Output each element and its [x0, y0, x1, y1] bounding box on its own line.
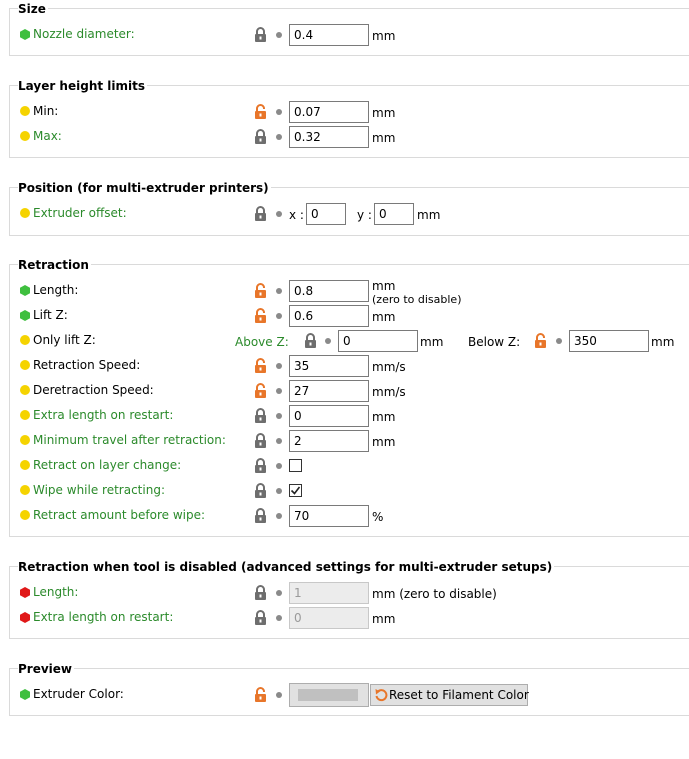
lock-closed-icon[interactable] — [254, 129, 267, 144]
advanced-mode-icon — [20, 208, 30, 218]
min-label: Min: — [33, 104, 59, 118]
retraction-speed-label: Retraction Speed: — [33, 358, 141, 372]
system-value-dot-icon[interactable] — [276, 590, 282, 596]
max-layer-row — [0, 126, 689, 148]
disabled-extra-length-input[interactable]: 0 — [289, 607, 369, 629]
retract-before-wipe-row — [0, 505, 689, 527]
lock-closed-icon[interactable] — [254, 483, 267, 498]
only-lift-z-label: Only lift Z: — [33, 333, 96, 347]
above-z-label: Above Z: — [235, 335, 289, 349]
retract-layer-change-checkbox[interactable] — [289, 459, 302, 472]
below-z-label: Below Z: — [468, 335, 521, 349]
reset-filament-color-label: Reset to Filament Color — [389, 688, 529, 702]
simple-mode-icon — [20, 689, 30, 700]
lock-closed-icon[interactable] — [254, 27, 267, 42]
extruder-offset-row — [0, 203, 689, 225]
retraction-speed-input[interactable]: 35 — [289, 355, 369, 377]
system-value-dot-icon[interactable] — [276, 413, 282, 419]
y-label: y : — [357, 208, 372, 222]
lock-closed-icon[interactable] — [254, 585, 267, 600]
retract-before-wipe-unit: % — [372, 510, 384, 524]
system-value-dot-icon[interactable] — [276, 463, 282, 469]
min-layer-input[interactable]: 0.07 — [289, 101, 369, 123]
lock-open-icon[interactable] — [254, 283, 267, 298]
system-value-dot-icon[interactable] — [276, 513, 282, 519]
nozzle-diameter-row — [0, 24, 689, 46]
tool-disabled-title: Retraction when tool is disabled (advanced settings for multi-extruder setups) — [18, 560, 553, 574]
lock-closed-icon[interactable] — [254, 408, 267, 423]
length-row — [0, 279, 689, 306]
offset-unit: mm — [417, 208, 441, 222]
checkmark-icon — [290, 485, 301, 496]
lock-closed-icon[interactable] — [304, 333, 317, 348]
wipe-checkbox[interactable] — [289, 484, 302, 497]
system-value-dot-icon[interactable] — [325, 338, 331, 344]
system-value-dot-icon[interactable] — [276, 692, 282, 698]
min-layer-unit: mm — [372, 106, 396, 120]
disabled-length-label: Length: — [33, 585, 79, 599]
disabled-length-input[interactable]: 1 — [289, 582, 369, 604]
system-value-dot-icon[interactable] — [276, 438, 282, 444]
deretraction-speed-input[interactable]: 27 — [289, 380, 369, 402]
extra-length-input[interactable]: 0 — [289, 405, 369, 427]
advanced-mode-icon — [20, 485, 30, 495]
lock-closed-icon[interactable] — [254, 610, 267, 625]
extruder-offset-label: Extruder offset: — [33, 206, 127, 220]
above-z-unit: mm — [420, 335, 444, 349]
lock-open-icon[interactable] — [254, 308, 267, 323]
extruder-color-label: Extruder Color: — [33, 687, 124, 701]
system-value-dot-icon[interactable] — [276, 288, 282, 294]
lock-open-icon[interactable] — [534, 333, 547, 348]
minimum-travel-row — [0, 430, 689, 452]
extra-length-label: Extra length on restart: — [33, 408, 174, 422]
minimum-travel-unit: mm — [372, 435, 396, 449]
disabled-length-unit: mm (zero to disable) — [372, 587, 497, 601]
length-label: Length: — [33, 283, 79, 297]
color-swatch — [298, 689, 358, 701]
disabled-extra-length-unit: mm — [372, 612, 396, 626]
below-z-unit: mm — [651, 335, 675, 349]
offset-y-input[interactable]: 0 — [374, 203, 414, 225]
length-unit: mm — [372, 279, 396, 293]
disabled-extra-length-label: Extra length on restart: — [33, 610, 174, 624]
lock-closed-icon[interactable] — [254, 508, 267, 523]
preview-title: Preview — [18, 662, 73, 676]
retraction-length-input[interactable]: 0.8 — [289, 280, 369, 302]
system-value-dot-icon[interactable] — [556, 338, 562, 344]
advanced-mode-icon — [20, 510, 30, 520]
above-z-input[interactable]: 0 — [338, 330, 418, 352]
system-value-dot-icon[interactable] — [276, 109, 282, 115]
lock-closed-icon[interactable] — [254, 433, 267, 448]
retraction-speed-unit: mm/s — [372, 360, 406, 374]
extruder-color-picker[interactable] — [289, 683, 369, 707]
system-value-dot-icon[interactable] — [276, 488, 282, 494]
max-label: Max: — [33, 129, 62, 143]
lift-z-row — [0, 305, 689, 327]
lock-open-icon[interactable] — [254, 687, 267, 702]
system-value-dot-icon[interactable] — [276, 363, 282, 369]
disabled-length-row — [0, 582, 689, 604]
system-value-dot-icon[interactable] — [276, 32, 282, 38]
advanced-mode-icon — [20, 385, 30, 395]
nozzle-diameter-input[interactable]: 0.4 — [289, 24, 369, 46]
minimum-travel-input[interactable]: 2 — [289, 430, 369, 452]
retract-layer-change-label: Retract on layer change: — [33, 458, 182, 472]
extra-length-row — [0, 405, 689, 427]
lift-z-unit: mm — [372, 310, 396, 324]
simple-mode-icon — [20, 29, 30, 40]
system-value-dot-icon[interactable] — [276, 615, 282, 621]
max-layer-input[interactable]: 0.32 — [289, 126, 369, 148]
nozzle-diameter-unit: mm — [372, 29, 396, 43]
advanced-mode-icon — [20, 131, 30, 141]
layer-height-title: Layer height limits — [18, 79, 145, 93]
disabled-extra-length-row — [0, 607, 689, 629]
lift-z-input[interactable]: 0.6 — [289, 305, 369, 327]
lock-open-icon[interactable] — [254, 383, 267, 398]
advanced-mode-icon — [20, 435, 30, 445]
minimum-travel-label: Minimum travel after retraction: — [33, 433, 226, 447]
max-layer-unit: mm — [372, 131, 396, 145]
deretraction-speed-row — [0, 380, 689, 402]
simple-mode-icon — [20, 285, 30, 296]
wipe-row — [0, 480, 689, 502]
lock-open-icon[interactable] — [254, 358, 267, 373]
min-layer-row — [0, 101, 689, 123]
expert-mode-icon — [20, 612, 30, 623]
lift-z-label: Lift Z: — [33, 308, 68, 322]
reset-filament-color-button[interactable] — [370, 684, 528, 706]
offset-x-input[interactable]: 0 — [306, 203, 346, 225]
retraction-title: Retraction — [18, 258, 89, 272]
x-label: x : — [289, 208, 304, 222]
reset-arrow-icon — [374, 688, 388, 703]
retract-before-wipe-input[interactable]: 70 — [289, 505, 369, 527]
expert-mode-icon — [20, 587, 30, 598]
nozzle-diameter-label: Nozzle diameter: — [33, 27, 135, 41]
simple-mode-icon — [20, 310, 30, 321]
retraction-speed-row — [0, 355, 689, 377]
lock-closed-icon[interactable] — [254, 206, 267, 221]
system-value-dot-icon[interactable] — [276, 211, 282, 217]
advanced-mode-icon — [20, 360, 30, 370]
deretraction-speed-label: Deretraction Speed: — [33, 383, 154, 397]
system-value-dot-icon[interactable] — [276, 313, 282, 319]
lock-open-icon[interactable] — [254, 104, 267, 119]
wipe-label: Wipe while retracting: — [33, 483, 165, 497]
length-note: (zero to disable) — [372, 293, 462, 306]
retract-before-wipe-label: Retract amount before wipe: — [33, 508, 206, 522]
lock-closed-icon[interactable] — [254, 458, 267, 473]
system-value-dot-icon[interactable] — [276, 134, 282, 140]
extruder-color-row — [0, 684, 689, 706]
extra-length-unit: mm — [372, 410, 396, 424]
only-lift-z-row — [0, 330, 689, 352]
advanced-mode-icon — [20, 335, 30, 345]
advanced-mode-icon — [20, 410, 30, 420]
advanced-mode-icon — [20, 460, 30, 470]
system-value-dot-icon[interactable] — [276, 388, 282, 394]
position-title: Position (for multi-extruder printers) — [18, 181, 269, 195]
advanced-mode-icon — [20, 106, 30, 116]
retract-layer-change-row — [0, 455, 689, 477]
deretraction-speed-unit: mm/s — [372, 385, 406, 399]
size-title: Size — [18, 2, 46, 16]
below-z-input[interactable]: 350 — [569, 330, 649, 352]
